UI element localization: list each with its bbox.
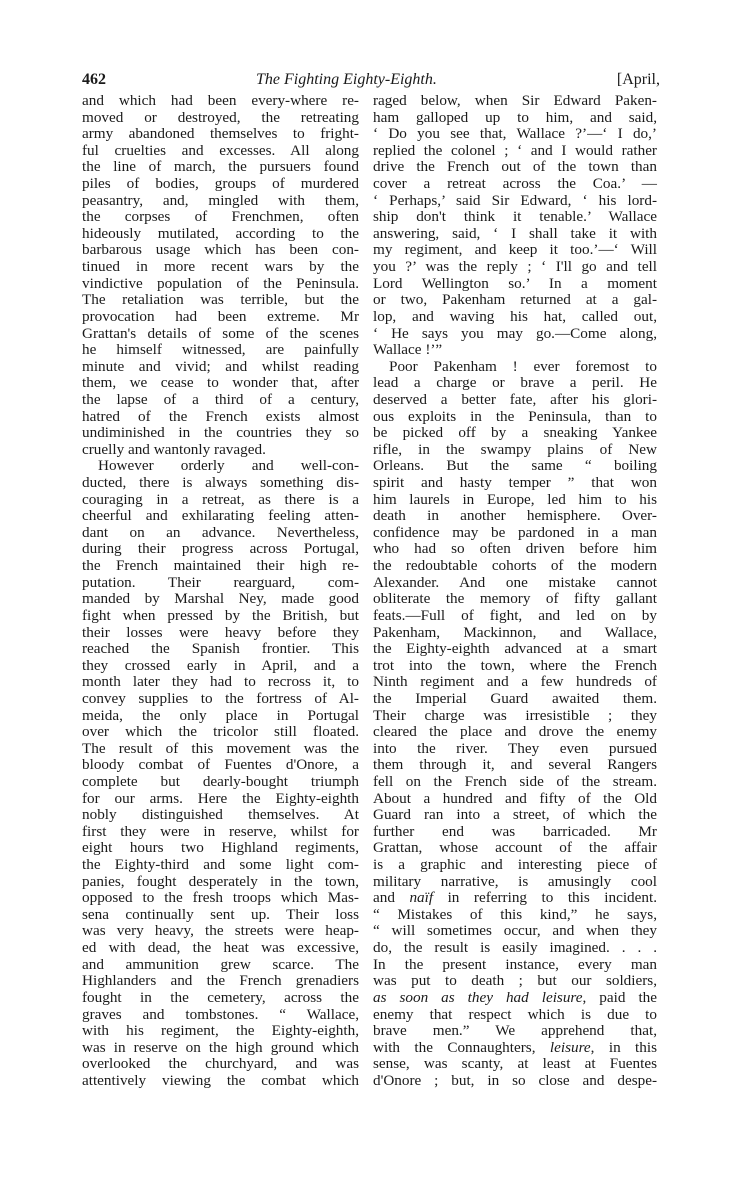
text-line: confidence may be pardoned in a man [373, 523, 657, 541]
text-line: lead a charge or brave a peril. He [373, 374, 657, 392]
text-line: the Imperial Guard awaited them. [373, 689, 657, 707]
italic-text: naïf [409, 889, 434, 907]
text-line: eight hours two Highland regiments, [82, 839, 359, 857]
text-line: opposed to the fresh troops which Mas- [82, 889, 359, 907]
text-line: meida, the only place in Portugal [82, 706, 359, 724]
text-line: ship don't think it tenable.’ Wallace [373, 208, 657, 226]
text-line: tinued in more recent wars by the [82, 258, 359, 276]
text-line: ducted, there is always something dis- [82, 474, 359, 492]
text-line [373, 1040, 657, 1057]
text-line: feats.—Full of fight, and led on by [373, 606, 657, 624]
italic-text: as soon as they had leisure [373, 988, 583, 1006]
text-line: is a graphic and interesting piece of [373, 856, 657, 874]
text-line: ‘ He says you may go.—Come along, [373, 324, 657, 342]
text-line: first they were in reserve, whilst for [82, 822, 359, 840]
text-line: over which the tricolor still floated. [82, 723, 359, 741]
text-line: month later they had to recross it, to [82, 673, 359, 691]
italic-text: leisure [549, 1038, 591, 1056]
text-line: the line of march, the pursuers found [82, 158, 359, 176]
text-line: was in reserve on the high ground which [82, 1038, 359, 1056]
text-run: , paid the [582, 988, 657, 1006]
text-line: and ammunition grew scarce. The [82, 955, 359, 973]
text-line: undiminished in the countries they so [82, 424, 359, 442]
text-line: However orderly and well-con- [98, 457, 359, 475]
text-line: putation. Their rearguard, com- [82, 573, 359, 591]
text-line: The retaliation was terrible, but the [82, 291, 359, 309]
text-line: couraging in a retreat, as there is a [82, 490, 359, 508]
text-line: fight when pressed by the British, but [82, 606, 359, 624]
text-line: “ will sometimes occur, and when they [373, 922, 657, 940]
text-line: drive the French out of the town than [373, 158, 657, 176]
text-line: Their charge was irresistible ; they [373, 706, 657, 724]
text-line: be picked off by a sneaking Yankee [373, 424, 657, 442]
text-line: Grattan's details of some of the scenes [82, 324, 359, 342]
text-line: vindictive population of the Peninsula. [82, 274, 359, 292]
text-line: In the present instance, every man [373, 955, 657, 973]
text-line: Poor Pakenham ! ever foremost to [389, 357, 657, 375]
text-line: lop, and waving his hat, called out, [373, 307, 657, 325]
text-line: the corpses of Frenchmen, often [82, 208, 359, 226]
text-line: graves and tombstones. “ Wallace, [82, 1005, 359, 1023]
text-line: they crossed early in April, and a [82, 656, 359, 674]
text-line: reached the Spanish frontier. This [82, 640, 359, 658]
text-run: with the Connaughters, [373, 1038, 550, 1056]
text-line: manded by Marshal Ney, made good [82, 590, 359, 608]
text-line: Ninth regiment and a few hundreds of [373, 673, 657, 691]
text-line: the Eighty-third and some light com- [82, 856, 359, 874]
text-line: them, we cease to wonder that, after [82, 374, 359, 392]
text-line: panies, fought desperately in the town, [82, 872, 359, 890]
text-line [373, 890, 657, 907]
text-line: hideously mutilated, according to the [82, 224, 359, 242]
text-line: peasantry, and, mingled with them, [82, 191, 359, 209]
text-line: with his regiment, the Eighty-eighth, [82, 1022, 359, 1040]
text-line: overlooked the churchyard, and was [82, 1055, 359, 1073]
text-line: hatred of the French exists almost [82, 407, 359, 425]
text-line: cover a retreat across the Coa.’ — [373, 175, 657, 193]
text-line: deserved a better fate, after his glori- [373, 390, 657, 408]
text-line: About a hundred and fifty of the Old [373, 789, 657, 807]
text-line: or two, Pakenham returned at a gal- [373, 291, 657, 309]
text-line: bloody combat of Fuentes d'Onore, a [82, 756, 359, 774]
text-line: their losses were heavy before they [82, 623, 359, 641]
text-line: him laurels in Europe, led him to his [373, 490, 657, 508]
text-line: cheerful and exhilarating feeling atten- [82, 507, 359, 525]
running-header [82, 71, 660, 91]
text-line: Guard ran into a street, of which the [373, 806, 657, 824]
text-line: he himself witnessed, are painfully [82, 341, 359, 359]
text-line: replied the colonel ; ‘ and I would rather [373, 141, 657, 159]
text-line: “ Mistakes of this kind,” he says, [373, 905, 657, 923]
text-line: Alexander. And one mistake cannot [373, 573, 657, 591]
text-line: ‘ Perhaps,’ said Sir Edward, ‘ his lord- [373, 191, 657, 209]
text-run: , in this [590, 1038, 658, 1056]
text-run: and [373, 889, 410, 907]
text-line: enemy that respect which is due to [373, 1005, 657, 1023]
text-line: provocation had been extreme. Mr [82, 307, 359, 325]
text-line: the French maintained their high re- [82, 557, 359, 575]
text-line: do, the result is easily imagined. . . . [373, 939, 657, 957]
left-column [82, 93, 359, 1090]
text-line: Orleans. But the same “ boiling [373, 457, 657, 475]
text-line [373, 990, 657, 1007]
text-line: was put to death ; but our soldiers, [373, 972, 657, 990]
text-line: cleared the place and drove the enemy [373, 723, 657, 741]
text-line: barbarous usage which has been con- [82, 241, 359, 259]
right-column [373, 93, 657, 1090]
text-line: ‘ Do you see that, Wallace ?’—‘ I do,’ [373, 125, 657, 143]
text-line: sena continually sent up. Their loss [82, 905, 359, 923]
text-line: minute and vivid; and whilst reading [82, 357, 359, 375]
text-line: cruelly and wantonly ravaged. [82, 440, 266, 458]
text-line: further end was barricaded. Mr [373, 822, 657, 840]
text-run: in referring to this incident. [433, 889, 657, 907]
text-line: convey supplies to the fortress of Al- [82, 689, 359, 707]
text-line: dant on an advance. Nevertheless, [82, 523, 359, 541]
text-line: army abandoned themselves to fright- [82, 125, 359, 143]
text-line: the Eighty-eighth advanced at a smart [373, 640, 657, 658]
text-line: complete but dearly-bought triumph [82, 772, 359, 790]
text-line: for our arms. Here the Eighty-eighth [82, 789, 359, 807]
text-line: fell on the French side of the stream. [373, 772, 657, 790]
page-number: 462 [82, 71, 106, 88]
text-line: during their progress across Portugal, [82, 540, 359, 558]
text-line: sense, was scanty, at least at Fuentes [373, 1055, 657, 1073]
text-line: was very heavy, the streets were heap- [82, 922, 359, 940]
text-line: fought in the cemetery, across the [82, 988, 359, 1006]
text-line: who had so often driven before him [373, 540, 657, 558]
text-line: Pakenham, Mackinnon, and Wallace, [373, 623, 657, 641]
text-line: nobly distinguished themselves. At [82, 806, 359, 824]
text-line: attentively viewing the combat which [82, 1071, 359, 1089]
running-month: [April, [616, 71, 660, 88]
text-line: ful cruelties and excesses. All along [82, 141, 359, 159]
text-line: and which had been every-where re- [82, 92, 359, 109]
text-line: ous exploits in the Peninsula, than to [373, 407, 657, 425]
text-line: rifle, in the swampy plains of New [373, 440, 657, 458]
text-line: raged below, when Sir Edward Paken- [373, 92, 657, 109]
text-line: into the river. They even pursued [373, 739, 657, 757]
text-line: military narrative, is amusingly cool [373, 872, 657, 890]
text-line: obliterate the memory of fifty gallant [373, 590, 657, 608]
text-line: d'Onore ; but, in so close and despe- [373, 1071, 657, 1089]
text-line: Highlanders and the French grenadiers [82, 972, 359, 990]
text-line: answering, said, ‘ I shall take it with [373, 224, 657, 242]
text-line: piles of bodies, groups of murdered [82, 175, 359, 193]
text-line: them through it, and several Rangers [373, 756, 657, 774]
text-line: death in another hemisphere. Over- [373, 507, 657, 525]
text-line: my regiment, and keep it too.’—‘ Will [373, 241, 657, 259]
text-line: brave men.” We apprehend that, [373, 1022, 657, 1040]
text-line: Wallace !’” [373, 341, 443, 359]
text-line: moved or destroyed, the retreating [82, 108, 359, 126]
text-line: Lord Wellington so.’ In a moment [373, 274, 657, 292]
text-line: The result of this movement was the [82, 739, 359, 757]
text-line: spirit and hasty temper ” that won [373, 474, 657, 492]
text-line: ham galloped up to him, and said, [373, 108, 657, 126]
text-line: trot into the town, where the French [373, 656, 657, 674]
text-line: ed with dead, the heat was excessive, [82, 939, 359, 957]
text-line: the redoubtable cohorts of the modern [373, 557, 657, 575]
running-title: The Fighting Eighty-Eighth. [256, 71, 437, 88]
text-line: Grattan, whose account of the affair [373, 839, 657, 857]
text-line: the lapse of a third of a century, [82, 390, 359, 408]
text-line: you ?’ was the reply ; ‘ I'll go and tell [373, 258, 657, 276]
